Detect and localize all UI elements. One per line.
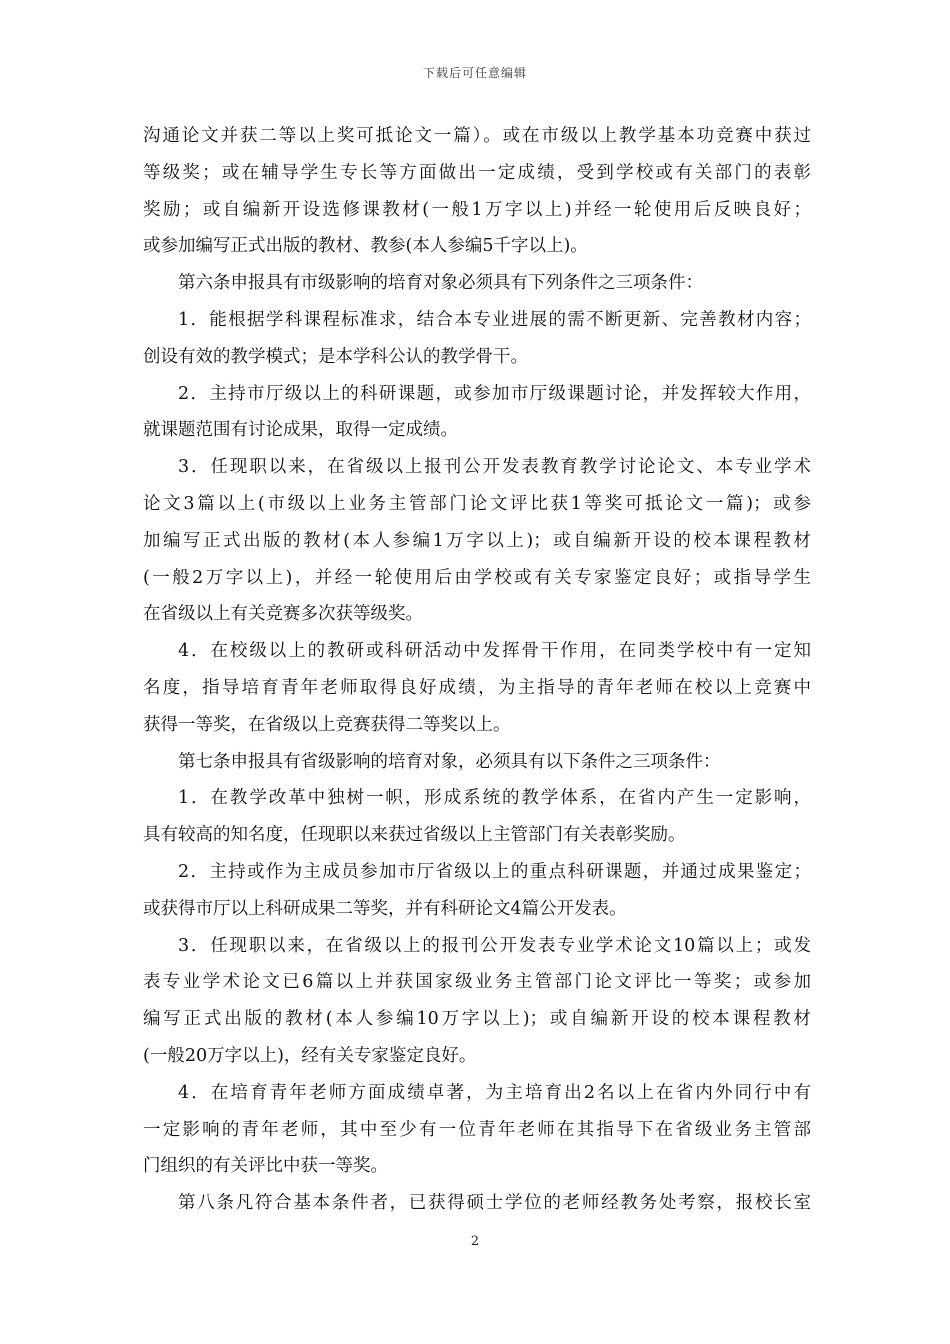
section-heading-7: 第七条申报具有省级影响的培育对象，必须具有以下条件之三项条件：: [178, 751, 721, 772]
text-line: 加编写正式出版的教材(本人参编1万字以上)；或自编新开设的校本课程教材: [143, 530, 811, 551]
text-line: 2．主持市厅级以上的科研课题，或参加市厅级课题讨论，并发挥较大作用，: [178, 383, 811, 404]
text-line: 或参加编写正式出版的教材、教参(本人参编5千字以上)。: [143, 236, 588, 257]
text-line: 在省级以上有关竞赛多次获等级奖。: [143, 604, 423, 625]
text-line: 论文3篇以上(市级以上业务主管部门论文评比获1等奖可抵论文一篇)；或参: [143, 493, 811, 514]
text-line: 1．在教学改革中独树一帜，形成系统的教学体系，在省内产生一定影响，: [178, 788, 811, 809]
text-line: 编写正式出版的教材(本人参编10万字以上)；或自编新开设的校本课程教材: [143, 1009, 811, 1030]
text-line: 表专业学术论文已6篇以上并获国家级业务主管部门论文评比一等奖；或参加: [143, 972, 811, 993]
text-line: 2．主持或作为主成员参加市厅省级以上的重点科研课题，并通过成果鉴定；: [178, 861, 811, 882]
page-header: 下载后可任意编辑: [422, 66, 527, 80]
section-heading-8: 第八条凡符合基本条件者，已获得硕士学位的老师经教务处考察，报校长室: [178, 1193, 811, 1214]
text-line: 1．能根据学科课程标准求，结合本专业进展的需不断更新、完善教材内容；: [178, 309, 811, 330]
text-line: 就课题范围有讨论成果，取得一定成绩。: [143, 420, 458, 441]
text-line: (一般20万字以上)，经有关专家鉴定良好。: [143, 1045, 477, 1066]
text-line: 4．在校级以上的教研或科研活动中发挥骨干作用，在同类学校中有一定知: [178, 641, 811, 662]
text-line: 或获得市厅以上科研成果二等奖，并有科研论文4篇公开发表。: [143, 898, 627, 919]
text-line: 4．在培育青年老师方面成绩卓著，为主培育出2名以上在省内外同行中有: [178, 1082, 811, 1103]
document-body: [143, 118, 811, 1222]
text-line: 3．任现职以来，在省级以上报刊公开发表教育教学讨论论文、本专业学术: [178, 457, 811, 478]
text-line: 获得一等奖，在省级以上竞赛获得二等奖以上。: [143, 714, 511, 735]
text-line: 等级奖；或在辅导学生专长等方面做出一定成绩，受到学校或有关部门的表彰: [143, 162, 811, 183]
text-line: 名度，指导培育青年老师取得良好成绩，为主指导的青年老师在校以上竞赛中: [143, 677, 811, 698]
text-line: 一定影响的青年老师，其中至少有一位青年老师在其指导下在省级业务主管部: [143, 1119, 811, 1140]
text-line: 沟通论文并获二等以上奖可抵论文一篇）。或在市级以上教学基本功竞赛中获过: [143, 126, 811, 146]
text-line: (一般2万字以上)，并经一轮使用后由学校或有关专家鉴定良好；或指导学生: [143, 567, 811, 588]
section-heading-6: 第六条申报具有市级影响的培育对象必须具有下列条件之三项条件：: [178, 273, 703, 294]
text-line: 门组织的有关评比中获一等奖。: [143, 1156, 388, 1177]
page-number: 2: [470, 1234, 480, 1249]
text-line: 创设有效的教学模式；是本学科公认的教学骨干。: [143, 346, 528, 367]
text-line: 具有较高的知名度，任现职以来获过省级以上主管部门有关表彰奖励。: [143, 825, 686, 846]
text-line: 3．任现职以来，在省级以上的报刊公开发表专业学术论文10篇以上；或发: [178, 935, 811, 956]
text-line: 奖励；或自编新开设选修课教材(一般1万字以上)并经一轮使用后反映良好；: [143, 199, 811, 220]
